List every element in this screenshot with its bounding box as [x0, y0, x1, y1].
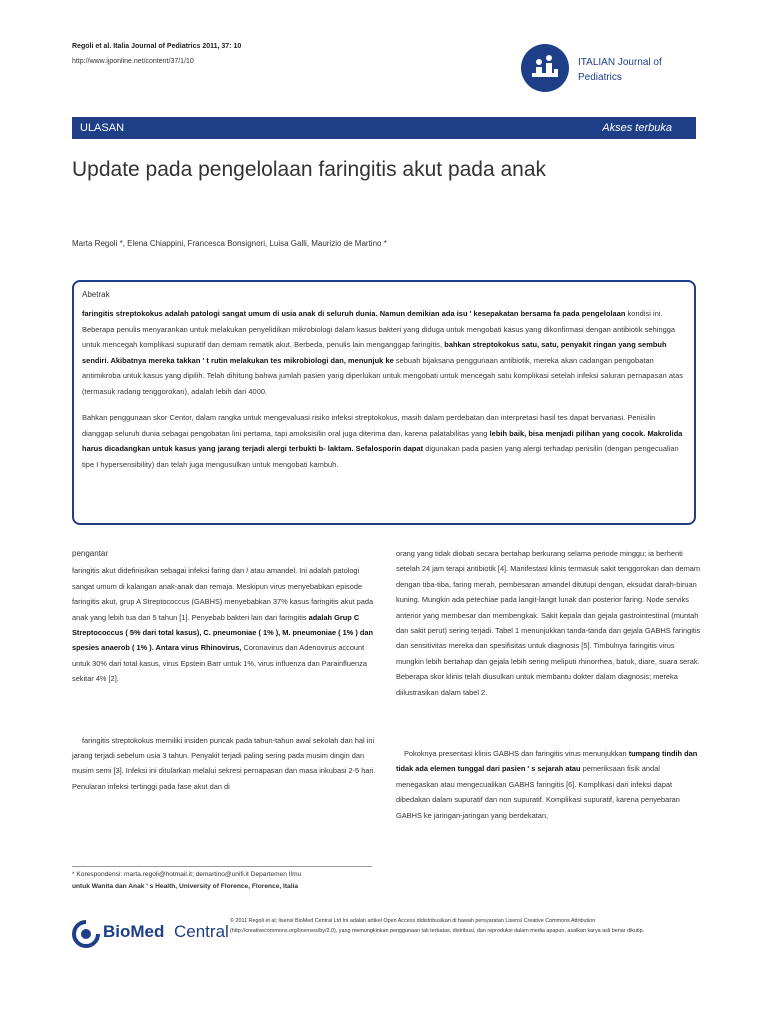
abstract-heading: Abetrak	[82, 290, 110, 299]
body-paragraph	[396, 746, 702, 823]
publisher-brand-central: Central	[174, 922, 229, 941]
abstract-text: digunakan pada pasien yang alergi terhadap penisilin (dengan pengecualian tipe I hypersensibility) dan telah juga mengusulkan untuk mengobati kambuh.	[82, 444, 679, 469]
journal-name-line2: Pediatrics	[578, 72, 622, 83]
author-list: Marta Regoli *, Elena Chiappini, Francesca Bonsignori, Luisa Galli, Maurizio de Martino *	[72, 239, 387, 248]
abstract-text: lebih baik, bisa menjadi pilihan yang cocok. Makrolida harus dicadangkan untuk kasus yang jarang terjadi alergi terbukti b- laktam. Sefalosporin dapat	[82, 428, 683, 453]
abstract-text: kondisi ini. Beberapa penulis menyarankan untuk melakukan penyelidikan mikrobiologi dalam kasus bakteri yang diduga untuk mengobati kasus yang dikonfirmasi dengan antibiotik sehingga untuk mencegah komplikasi supuratif dan demam rematik akut. Berbeda, penulis lain menganggap faringitis,	[82, 309, 676, 349]
abstract-paragraph-2	[82, 410, 686, 472]
journal-logo-icon	[520, 43, 570, 93]
footnote-line: untuk Wanita dan Anak ' s Health, University of Florence, Florence, Italia	[72, 883, 299, 890]
footnote-divider	[72, 866, 372, 867]
abstract-box	[72, 280, 696, 525]
open-access-label: Akses terbuka	[602, 122, 672, 134]
body-text: Pokoknya presentasi klinis GABHS dan faringitis virus menunjukkan	[404, 749, 629, 759]
body-paragraph: faringitis streptokokus memiliki insiden puncak pada tahun-tahun awal sekolah dan hal ini jarang terjadi sebelum usia 3 tahun. Penyakit terjadi paling sering pada musim dingin dan musim semi [3]. Infeksi ini ditularkan melalui sekresi pernapasan dan masa inkubasi 2-5 hari. Penularan infeksi tertinggi pada fase akut dan di	[72, 735, 376, 791]
abstract-text: bahkan streptokokus satu, satu, penyakit ringan yang sembuh sendiri. Akibatnya mereka takkan ' t rutin melakukan tes mikrobiologi dan, menunjuk ke	[82, 340, 667, 365]
license-text: © 2011 Regoli et al; lisensi BioMed Central Ltd Ini adalah artikel Open Access didistribusikan di bawah persyaratan Lisensi Creative Commons Attribution (http://creativecommons.org/licenses/by/2.0), yang memungkinkan penggunaan tak terbatas, distribusi, dan reproduksi dalam media apapun, asalkan karya asli benar dikutip.	[230, 918, 645, 934]
article-title: Update pada pengelolaan faringitis akut pada anak	[72, 158, 547, 181]
citation: Regoli et al. Italia Journal of Pediatrics 2011, 37: 10	[72, 43, 242, 50]
correspondence-footnote	[72, 869, 382, 893]
body-text: tumpang tindih dan tidak ada elemen tunggal dari pasien ' s sejarah atau	[396, 749, 698, 774]
article-type: ULASAN	[80, 122, 125, 134]
body-text: faringitis akut didefinisikan sebagai infeksi faring dan / atau amandel. Ini adalah patologi sangat umum di kalangan anak-anak dan remaja. Meskipun virus menyebabkan episode faringitis akut, grup A Streptococcus (GABHS) menyebabkan 37% kasus faringitis akut pada anak yang lebih tua dari 5 tahun [1]. Penyebab bakteri lain dari faringitis	[72, 566, 374, 622]
abstract-text: faringitis streptokokus adalah patologi sangat umum di usia anak di seluruh dunia. Namun demikian ada isu ' kesepakatan bersama fa pada pengelolaan	[82, 309, 626, 318]
journal-name-line1: ITALIAN Journal of	[578, 57, 662, 68]
article-type-banner	[72, 117, 696, 139]
abstract-text: sebuah bijaksana penggunaan antibiotik, mereka akan cadangan pengobatan antimikroba untuk kasus yang dipilih. Telah dihitung bahwa jumlah pasien yang diperlukan untuk mengobati untuk mencegah satu komplikasi setelah infeksi saluran pernapasan atas (termasuk radang tenggorokan), adalah lebih dari 4000.	[82, 355, 684, 396]
body-text: adalah Grup C Streptococcus ( 5% dari total kasus), C. pneumoniae ( 1% ), M. pneumoniae ( 1% ) dan spesies anaerob ( 1% ). Antara virus Rhinovirus,	[72, 612, 374, 653]
abstract-text: Bahkan penggunaan skor Centor, dalam rangka untuk mengevaluasi risiko infeksi streptokokus, masih dalam perdebatan dan interpretasi hasil tes dapat bervariasi. Penisilin dianggap seluruh dunia sebagai pengobatan lini pertama, tapi amoksisilin oral juga diterima dan, karena palatabilitas yang	[82, 413, 656, 438]
footnote-line: * Korespondensi: marta.regoli@hotmail.it; demartino@unifi.it Departemen Ilmu	[72, 871, 302, 878]
right-column	[396, 546, 702, 823]
body-text: Coronavirus dan Adenovirus account untuk 30% dari total kasus, virus Epstein Barr untuk 1%, virus influenza dan Parainfluenza sekitar 4% [2].	[72, 643, 367, 684]
body-paragraph: orang yang tidak diobati secara bertahap berkurang selama periode minggu; ia berhenti setelah 24 jam terapi antibiotik [4]. Manifestasi klinis termasuk sakit tenggorokan dan demam dengan tiba-tiba, faring merah, pembesaran amandel ditutupi dengan, eksudat darah-biruan kuning. Mungkin ada petechiae pada langit-langit lunak dan posterior faring. Node serviks anterior yang membesar dan membengkak. Sakit kepala dan gejala gastrointestinal (muntah dan sakit perut) sering terjadi. Tabel 1 menunjukkan tanda-tanda dan gejala GABHS faringitis dan sensitivitas mereka dan spesifisitas untuk diagnosis [5]. Timbulnya faringitis virus mungkin lebih bertahap dan gejala lebih sering meliputi rhinorrhea, batuk, diare, suara serak. Beberapa skor klinis telah diusulkan untuk membantu dokter dalam diagnosis; mereka diilustrasikan dalam tabel 2.	[396, 549, 701, 697]
journal-name	[578, 55, 698, 85]
biomed-circle-icon	[72, 920, 100, 948]
body-text: pemeriksaan fisik andal menegaskan atau mengecualikan GABHS faringitis [6]. Komplikasi dari infeksi dapat dibedakan dalam supuratif dan non supuratif. Komplikasi supuratif, karena penyebaran GABHS ke jaringan-jaringan yang berdekatan,	[396, 764, 680, 820]
left-column	[72, 546, 382, 794]
section-heading-introduction: pengantar	[72, 549, 109, 558]
abstract-paragraph-1	[82, 306, 686, 399]
publisher-brand: BioMed	[103, 922, 165, 941]
body-paragraph	[72, 563, 382, 686]
article-url[interactable]: http://www.ijponline.net/content/37/1/10	[72, 58, 194, 65]
biomed-central-logo	[72, 917, 229, 951]
